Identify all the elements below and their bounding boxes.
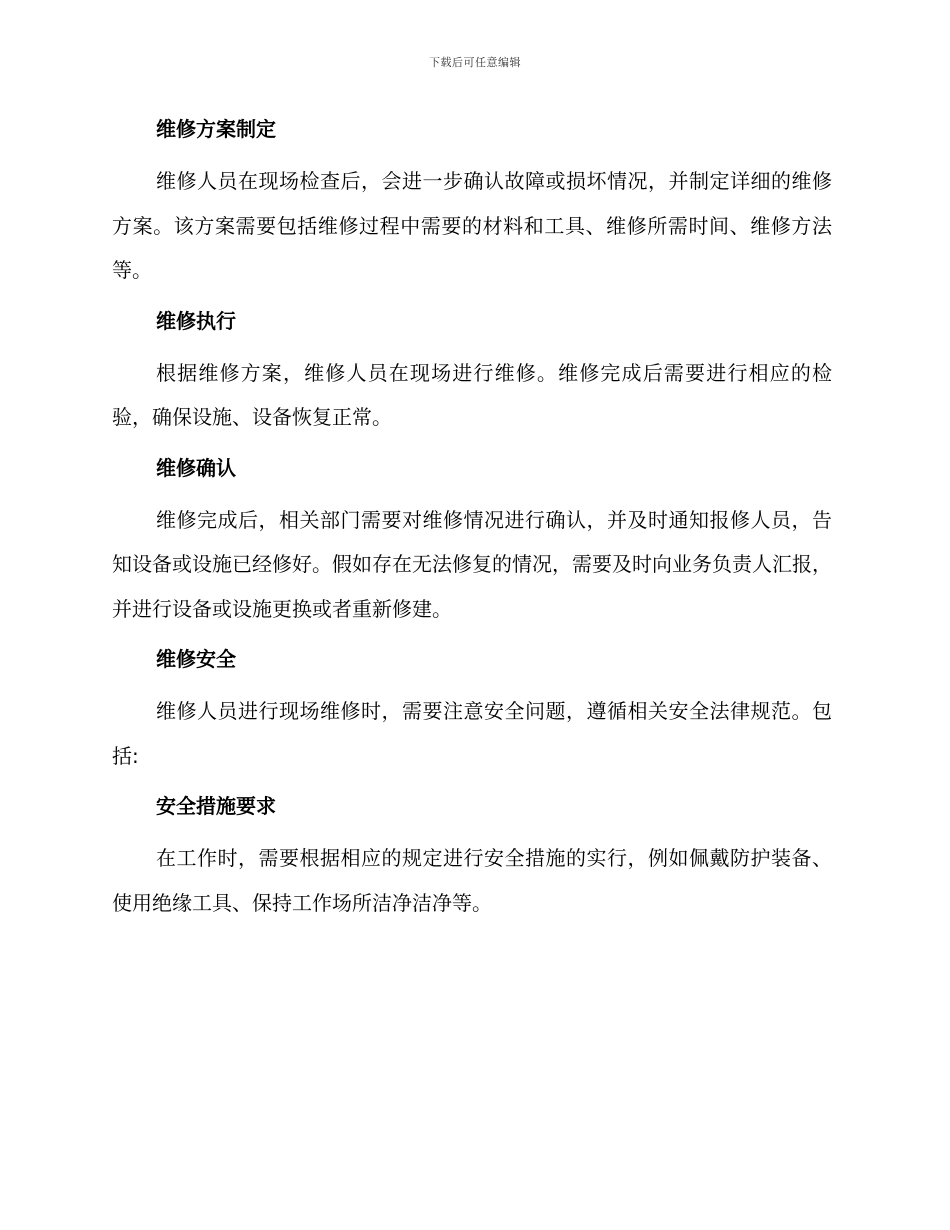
document-body bbox=[112, 113, 832, 925]
section-heading: 安全措施要求 bbox=[156, 794, 276, 818]
section-paragraph: 维修人员进行现场维修时，需要注意安全问题，遵循相关安全法律规范。包括: bbox=[112, 699, 832, 768]
section-heading: 维修执行 bbox=[156, 308, 236, 333]
section-paragraph: 在工作时，需要根据相应的规定进行安全措施的实行，例如佩戴防护装备、使用绝缘工具、保持工作场所洁净洁净等。 bbox=[112, 846, 832, 915]
section-heading: 维修方案制定 bbox=[156, 117, 276, 141]
section-heading: 维修确认 bbox=[156, 455, 236, 480]
section-paragraph: 根据维修方案，维修人员在现场进行维修。维修完成后需要进行相应的检验，确保设施、设备恢复正常。 bbox=[112, 360, 832, 429]
section-paragraph: 维修完成后，相关部门需要对维修情况进行确认，并及时通知报修人员，告知设备或设施已经修好。假如存在无法修复的情况，需要及时向业务负责人汇报，并进行设备或设施更换或者重新修建。 bbox=[112, 507, 832, 621]
section-heading: 维修安全 bbox=[156, 647, 236, 671]
section-paragraph: 维修人员在现场检查后，会进一步确认故障或损坏情况，并制定详细的维修方案。该方案需要包括维修过程中需要的材料和工具、维修所需时间、维修方法等。 bbox=[112, 169, 832, 282]
page-header: 下载后可任意编辑 bbox=[429, 56, 521, 69]
